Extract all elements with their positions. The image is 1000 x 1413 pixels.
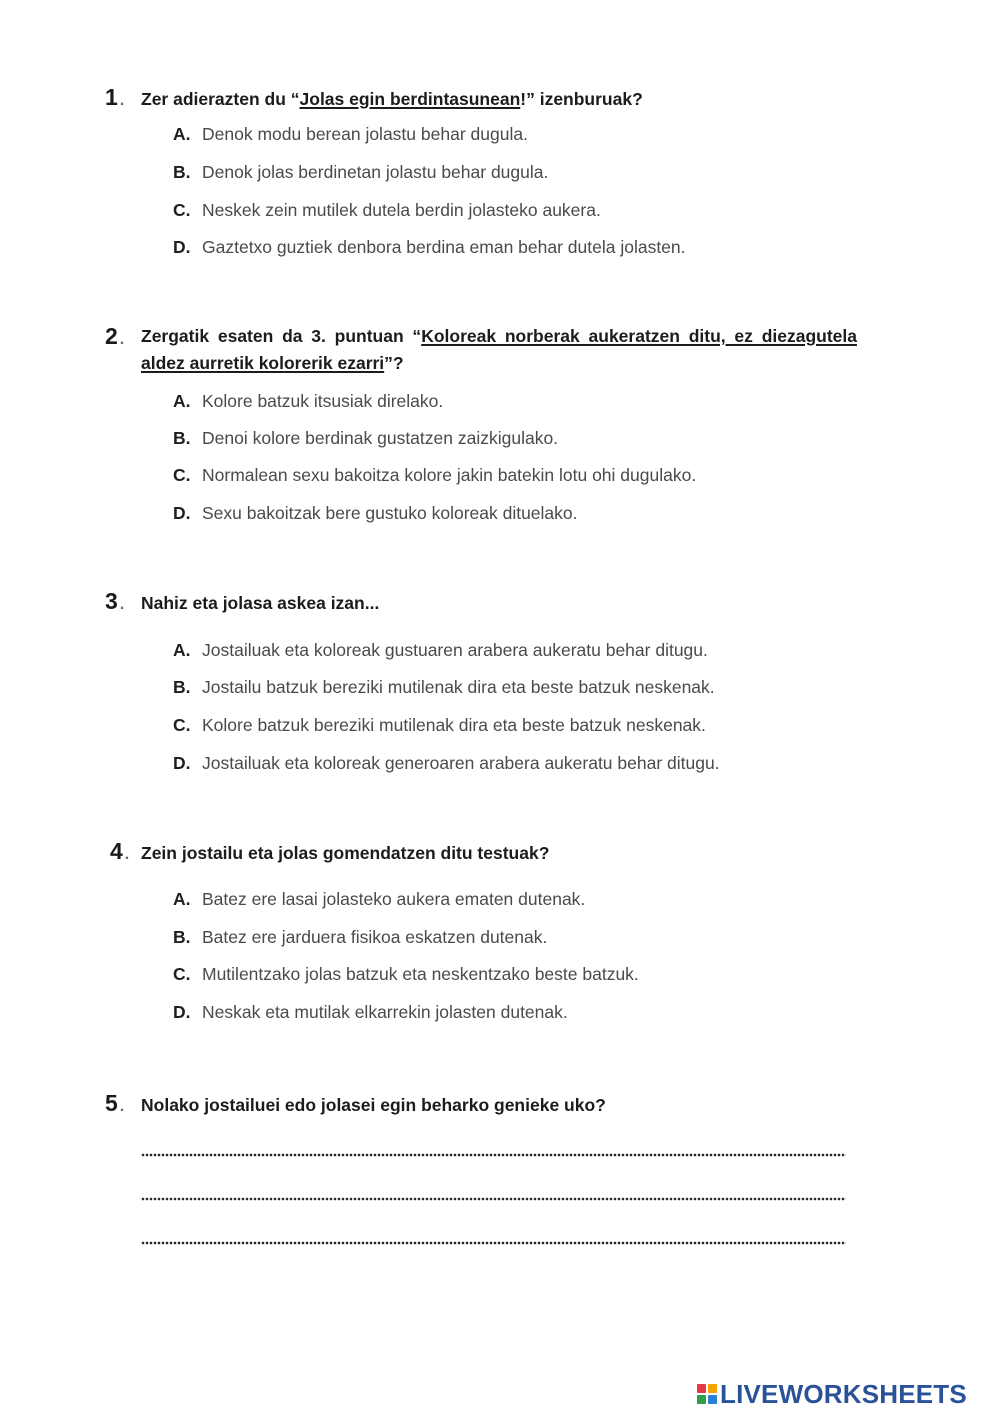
answer-option[interactable]: A. Kolore batzuk itsusiak direlako.: [173, 391, 444, 411]
answer-option[interactable]: D. Gaztetxo guztiek denbora berdina eman behar dutela jolasten.: [173, 237, 686, 257]
answer-line[interactable]: [141, 1152, 846, 1158]
logo-square: [697, 1384, 706, 1393]
logo-square: [708, 1395, 717, 1404]
question-text: Zein jostailu eta jolas gomendatzen ditu testuak?: [141, 843, 550, 863]
liveworksheets-logo: [697, 1378, 967, 1410]
question-number: 3 .: [105, 588, 125, 614]
logo-square: [697, 1395, 706, 1404]
question-number: 5 .: [105, 1090, 125, 1116]
answer-option[interactable]: A. Denok modu berean jolastu behar dugula.: [173, 124, 528, 144]
answer-line[interactable]: [141, 1240, 846, 1246]
question-number: 2 .: [105, 323, 125, 349]
answer-option[interactable]: D. Jostailuak eta koloreak generoaren arabera aukeratu behar ditugu.: [173, 753, 720, 773]
answer-option[interactable]: B. Denoi kolore berdinak gustatzen zaizkigulako.: [173, 428, 559, 448]
answer-line[interactable]: [141, 1196, 846, 1202]
logo-text: LIVEWORKSHEETS: [720, 1379, 967, 1409]
question-number: 4 .: [110, 838, 130, 864]
answer-option[interactable]: A. Batez ere lasai jolasteko aukera ematen dutenak.: [173, 889, 586, 909]
question-text: Zergatik esaten da 3. puntuan “Koloreak norberak aukeratzen ditu, ez diezagutela aldez aurretik kolorerik ezarri”?: [141, 326, 857, 373]
question-number: 1 .: [105, 84, 125, 110]
logo-square: [708, 1384, 717, 1393]
answer-option[interactable]: B. Batez ere jarduera fisikoa eskatzen dutenak.: [173, 927, 548, 947]
answer-option[interactable]: C. Mutilentzako jolas batzuk eta neskentzako beste batzuk.: [173, 964, 639, 984]
answer-option[interactable]: D. Neskak eta mutilak elkarrekin jolasten dutenak.: [173, 1002, 568, 1022]
answer-option[interactable]: C. Normalean sexu bakoitza kolore jakin batekin lotu ohi dugulako.: [173, 465, 697, 485]
answer-option[interactable]: A. Jostailuak eta koloreak gustuaren arabera aukeratu behar ditugu.: [173, 640, 708, 660]
question-text: Nolako jostailuei edo jolasei egin beharko genieke uko?: [141, 1095, 606, 1115]
answer-option[interactable]: C. Kolore batzuk bereziki mutilenak dira eta beste batzuk neskenak.: [173, 715, 706, 735]
answer-option[interactable]: B. Denok jolas berdinetan jolastu behar dugula.: [173, 162, 549, 182]
question-text: Zer adierazten du “Jolas egin berdintasunean!” izenburuak?: [141, 89, 643, 109]
logo-grid-icon: [697, 1384, 717, 1404]
answer-option[interactable]: B. Jostailu batzuk bereziki mutilenak dira eta beste batzuk neskenak.: [173, 677, 715, 697]
answer-option[interactable]: D. Sexu bakoitzak bere gustuko koloreak dituelako.: [173, 503, 578, 523]
question-text: Nahiz eta jolasa askea izan...: [141, 593, 380, 613]
answer-option[interactable]: C. Neskek zein mutilek dutela berdin jolasteko aukera.: [173, 200, 601, 220]
